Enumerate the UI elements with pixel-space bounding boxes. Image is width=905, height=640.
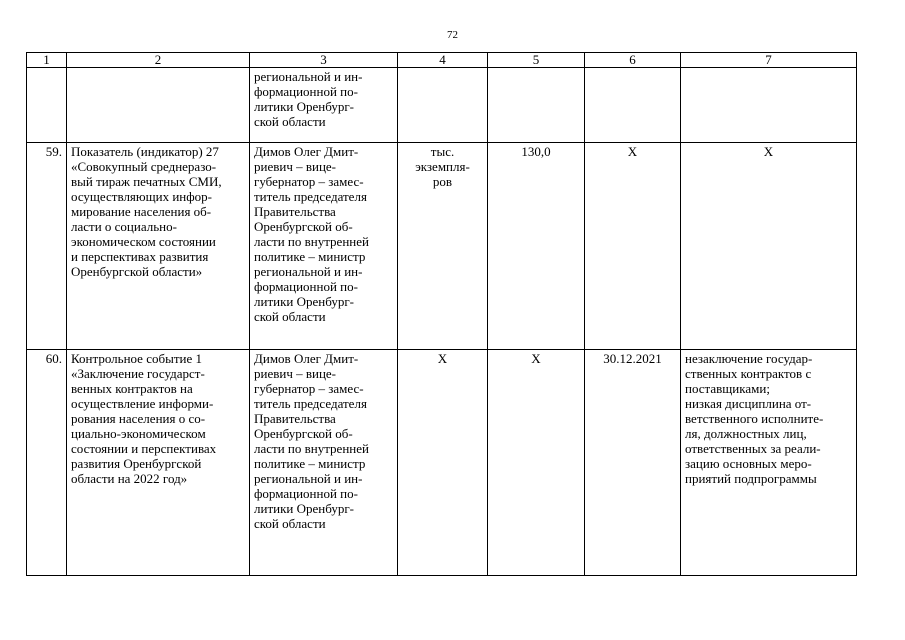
indicator-name-cell: Контрольное событие 1 «Заключение государст- венных контрактов на осуществление информи- рования населения о со- циально-экономическом состоянии и перспективах развития Оренбургской области на 2022 год»: [67, 350, 250, 576]
value-cell: 130,0: [488, 143, 585, 350]
header-cell: 6: [585, 53, 681, 68]
unit-cell: Х: [398, 350, 488, 576]
date-cell: [585, 68, 681, 143]
header-cell: 4: [398, 53, 488, 68]
header-cell: 3: [250, 53, 398, 68]
header-cell: 2: [67, 53, 250, 68]
risks-cell: [681, 68, 857, 143]
responsible-cell: региональной и ин- формационной по- литики Оренбург- ской области: [250, 68, 398, 143]
table-row-continuation: [27, 68, 857, 143]
row-number-cell: [27, 68, 67, 143]
table-header-row: [27, 53, 857, 68]
header-cell: 1: [27, 53, 67, 68]
unit-cell: тыс. экземпля- ров: [398, 143, 488, 350]
indicator-name-cell: Показатель (индикатор) 27 «Совокупный среднеразо- вый тираж печатных СМИ, осуществляющих инфор- мирование населения об- ласти о социально- экономическом состоянии и перспективах развития Оренбургской области»: [67, 143, 250, 350]
table-row-59: [27, 143, 857, 350]
row-number-cell: 59.: [27, 143, 67, 350]
responsible-cell: Димов Олег Дмит- риевич – вице- губернатор – замес- титель председателя Правительства Оренбургской об- ласти по внутренней политике – министр региональной и ин- формационной по- литики Оренбург- ской области: [250, 350, 398, 576]
document-table: [26, 52, 857, 576]
value-cell: Х: [488, 350, 585, 576]
risks-cell: Х: [681, 143, 857, 350]
unit-cell: [398, 68, 488, 143]
header-cell: 5: [488, 53, 585, 68]
table-row-60: [27, 350, 857, 576]
risks-cell: незаключение государ- ственных контрактов с поставщиками; низкая дисциплина от- ветственного исполните- ля, должностных лиц, ответственных за реали- зацию основных меро- приятий подпрограммы: [681, 350, 857, 576]
indicator-name-cell: [67, 68, 250, 143]
value-cell: [488, 68, 585, 143]
date-cell: Х: [585, 143, 681, 350]
date-cell: 30.12.2021: [585, 350, 681, 576]
header-cell: 7: [681, 53, 857, 68]
page-number: 72: [447, 29, 458, 41]
row-number-cell: 60.: [27, 350, 67, 576]
responsible-cell: Димов Олег Дмит- риевич – вице- губернатор – замес- титель председателя Правительства Оренбургской об- ласти по внутренней политике – министр региональной и ин- формационной по- литики Оренбург- ской области: [250, 143, 398, 350]
